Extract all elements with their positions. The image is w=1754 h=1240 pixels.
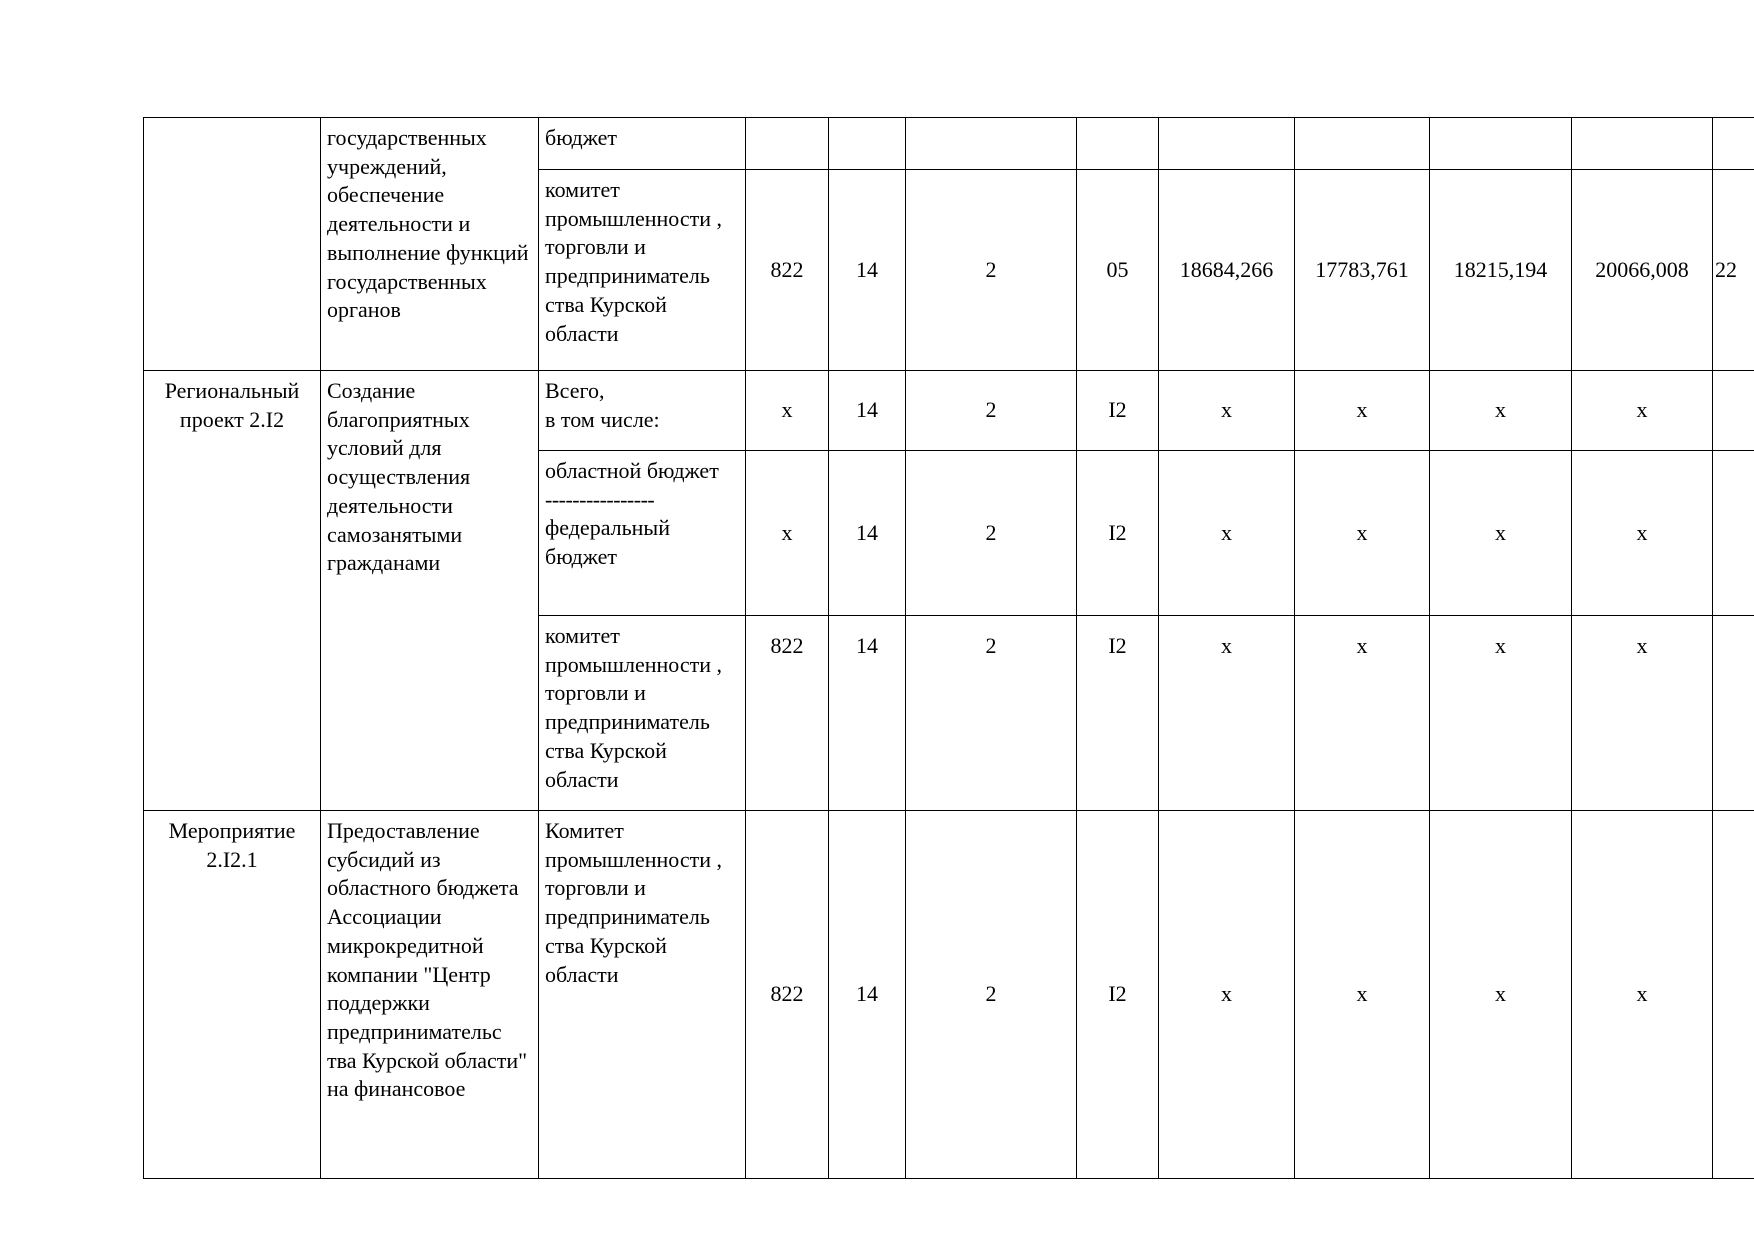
pr-cell: 2 — [906, 170, 1077, 371]
description-cell: Создание благоприятных условий для осуществления деятельности самозанятыми гражданами — [321, 371, 539, 811]
value-cell: x — [1295, 616, 1430, 811]
name-cell — [144, 118, 321, 371]
value-cell — [1430, 118, 1572, 170]
source-cell: бюджет — [539, 118, 746, 170]
value-cell: x — [1430, 811, 1572, 1179]
csr-cell: I2 — [1077, 371, 1159, 451]
pr-cell: 2 — [906, 616, 1077, 811]
value-cell — [1572, 118, 1713, 170]
csr-cell: I2 — [1077, 811, 1159, 1179]
pr-cell: 2 — [906, 811, 1077, 1179]
rz-cell: 14 — [829, 170, 906, 371]
value-cell: x — [1295, 451, 1430, 616]
source-line: в том числе: — [545, 406, 660, 432]
grbs-cell: x — [746, 451, 829, 616]
value-cell: x — [1572, 451, 1713, 616]
value-cell: x — [1159, 616, 1295, 811]
table-row — [144, 118, 1754, 170]
value-cell: 18215,194 — [1430, 170, 1572, 371]
grbs-cell: 822 — [746, 811, 829, 1179]
value-cell: x — [1572, 616, 1713, 811]
separator-line: ---------------- — [545, 486, 655, 512]
pr-cell: 2 — [906, 451, 1077, 616]
rz-cell: 14 — [829, 811, 906, 1179]
value-cell: x — [1295, 811, 1430, 1179]
pr-cell — [906, 118, 1077, 170]
grbs-cell — [746, 118, 829, 170]
name-cell: Региональный проект 2.I2 — [144, 371, 321, 811]
table-row — [144, 371, 1754, 451]
value-cell: 22 — [1713, 170, 1754, 371]
pr-cell: 2 — [906, 371, 1077, 451]
source-cell: Комитет промышленности , торговли и предприниматель ства Курской области — [539, 811, 746, 1179]
value-cell — [1713, 616, 1754, 811]
source-line: областной бюджет — [545, 458, 719, 483]
source-cell — [539, 371, 746, 451]
value-cell — [1159, 118, 1295, 170]
rz-cell: 14 — [829, 451, 906, 616]
value-cell: x — [1295, 371, 1430, 451]
csr-cell: I2 — [1077, 451, 1159, 616]
value-cell: 20066,008 — [1572, 170, 1713, 371]
source-cell: комитет промышленности , торговли и предприниматель ства Курской области — [539, 170, 746, 371]
csr-cell: 05 — [1077, 170, 1159, 371]
value-cell: x — [1430, 371, 1572, 451]
source-cell: комитет промышленности , торговли и предприниматель ства Курской области — [539, 616, 746, 811]
document-page — [143, 117, 1754, 1180]
value-cell: x — [1572, 811, 1713, 1179]
value-cell: x — [1159, 811, 1295, 1179]
csr-cell — [1077, 118, 1159, 170]
value-cell — [1713, 811, 1754, 1179]
description-cell: государственных учреждений, обеспечение деятельности и выполнение функций государственных органов — [321, 118, 539, 371]
source-line: Всего, — [545, 378, 605, 403]
grbs-cell: x — [746, 371, 829, 451]
table-row — [144, 811, 1754, 1179]
value-cell: x — [1159, 371, 1295, 451]
description-cell: Предоставление субсидий из областного бюджета Ассоциации микрокредитной компании "Центр поддержки предпринимательс тва Курской области" на финансовое — [321, 811, 539, 1179]
rz-cell: 14 — [829, 616, 906, 811]
value-cell: 17783,761 — [1295, 170, 1430, 371]
value-cell: x — [1572, 371, 1713, 451]
value-cell: x — [1430, 451, 1572, 616]
name-cell: Мероприятие 2.I2.1 — [144, 811, 321, 1179]
source-cell — [539, 451, 746, 616]
value-cell: 18684,266 — [1159, 170, 1295, 371]
value-cell — [1295, 118, 1430, 170]
source-line: федеральный бюджет — [545, 515, 670, 570]
grbs-cell: 822 — [746, 170, 829, 371]
value-cell: x — [1430, 616, 1572, 811]
value-cell — [1713, 451, 1754, 616]
value-cell — [1713, 118, 1754, 170]
value-cell: x — [1159, 451, 1295, 616]
grbs-cell: 822 — [746, 616, 829, 811]
csr-cell: I2 — [1077, 616, 1159, 811]
rz-cell: 14 — [829, 371, 906, 451]
value-cell — [1713, 371, 1754, 451]
budget-table — [143, 117, 1754, 1179]
rz-cell — [829, 118, 906, 170]
